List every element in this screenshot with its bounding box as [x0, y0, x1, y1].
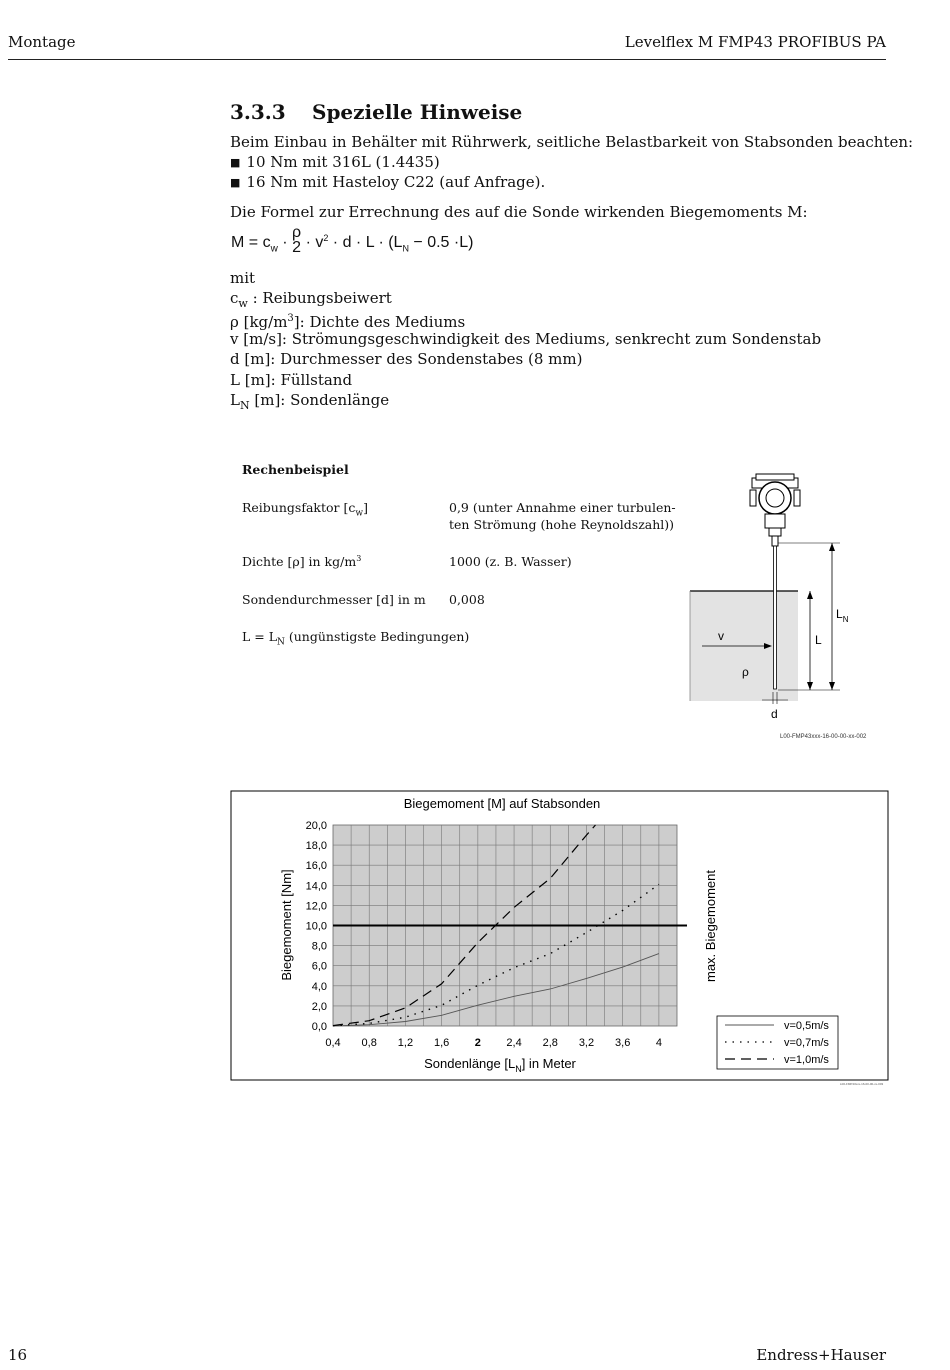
chart-code: L00-FMP43xxx-16-00-00-xx-003 [840, 1082, 884, 1086]
dim-l-label: L [815, 633, 822, 647]
section-heading [230, 100, 522, 124]
label-sub: w [355, 508, 364, 519]
formula-sub: N [402, 243, 409, 254]
x-tick-label: 2 [474, 1037, 481, 1049]
arrow-head [807, 591, 813, 599]
page-number: 16 [8, 1346, 28, 1364]
y-tick-label: 0,0 [311, 1021, 327, 1033]
header-right: Levelflex M FMP43 PROFIBUS PA [624, 33, 886, 51]
figure-code: L00-FMP43xxx-16-00-00-xx-002 [780, 734, 867, 740]
x-tick-label: 0,8 [361, 1037, 377, 1049]
header-rule [8, 59, 886, 60]
label-text: ] [363, 500, 368, 515]
transmitter-head [750, 474, 800, 536]
chart-xlabel: Sondenlänge $[L_N]$ in Meter [424, 1056, 576, 1074]
label-text: L = L [242, 629, 278, 644]
y-tick-label: 20,0 [305, 820, 327, 832]
bending-moment-chart [230, 790, 890, 1090]
legend-label: v=1,0m/s [784, 1054, 829, 1066]
legend-label: v=0,7m/s [784, 1037, 829, 1049]
formula-part: · v [301, 234, 324, 252]
footer-brand: Endress+Hauser [756, 1346, 886, 1364]
label-text: Reibungsfaktor [c [242, 500, 356, 515]
legend-label: v=0,5m/s [784, 1020, 829, 1032]
chart-title: Biegemoment [M] auf Stabsonden [403, 796, 601, 811]
flow-v-label: v [718, 629, 724, 643]
x-tick-label: 1,6 [433, 1037, 450, 1049]
x-tick-label: 0,4 [325, 1037, 341, 1049]
example-value: 0,9 (unter Annahme einer turbulen- [449, 500, 676, 515]
formula-part: M = c [231, 234, 271, 252]
label-text: Dichte [ρ] in kg/m [242, 554, 357, 570]
example-value: ten Strömung (hohe Reynoldszahl)) [449, 517, 675, 532]
chart-right-label: max. Biegemoment [703, 870, 718, 982]
chart-legend [717, 1016, 838, 1069]
plot-area [306, 820, 687, 1049]
x-tick-label: 2,4 [506, 1037, 522, 1049]
symbol-sub: w [238, 297, 248, 310]
symbol: c [230, 289, 239, 307]
x-tick-label: 1,2 [397, 1037, 414, 1049]
dim-ln-label: $L_N$ [836, 607, 849, 624]
formula-part: · d · L · (L [328, 234, 403, 252]
y-tick-label: 10,0 [305, 920, 327, 933]
symbol: ρ [230, 313, 239, 331]
y-tick-label: 16,0 [305, 860, 327, 873]
label-sub: N [277, 637, 285, 648]
d-label: d [771, 707, 778, 721]
formula-sup: 2 [323, 232, 329, 243]
example-label: Sondendurchmesser [d] in m [242, 592, 426, 607]
arrow-head [829, 543, 835, 551]
section-title: Spezielle Hinweise [312, 100, 523, 124]
formula-part: · [277, 234, 293, 252]
bullet-item: ■ 16 Nm mit Hasteloy C22 (auf Anfrage). [230, 172, 545, 194]
definition-text: ]: Dichte des Mediums [293, 313, 466, 331]
formula-two: 2 [292, 239, 302, 256]
y-tick-label: 4,0 [311, 980, 327, 993]
symbol-sup: 3 [287, 313, 294, 324]
example-value: 0,008 [449, 592, 485, 607]
y-tick-label: 18,0 [305, 840, 327, 853]
process-connection [772, 536, 778, 546]
definition-l: L [m]: Füllstand [230, 371, 353, 389]
definition-text: [kg/m [238, 313, 288, 331]
x-tick-label: 3,6 [615, 1037, 631, 1049]
label-text: (ungünstigste Bedingungen) [284, 629, 470, 644]
probe-rod [774, 546, 777, 689]
definition-mit: mit [230, 269, 256, 287]
x-tick-label: 2,8 [542, 1037, 558, 1049]
y-tick-label: 12,0 [305, 900, 327, 913]
formula-sub: w [270, 243, 278, 255]
example-label [242, 554, 361, 569]
y-tick-label: 2,0 [311, 1000, 327, 1013]
label-sup: 3 [356, 554, 362, 563]
symbol: L [230, 391, 240, 409]
arrow-head [829, 682, 835, 690]
intro-text: Beim Einbau in Behälter mit Rührwerk, seitliche Belastbarkeit von Stabsonden beachten: [230, 133, 914, 151]
example-title: Rechenbeispiel [242, 462, 349, 477]
arrow-head [807, 682, 813, 690]
example-label [242, 500, 368, 519]
formula-rho: ρ [292, 224, 302, 241]
definition-ln [230, 390, 389, 416]
probe-diagram [680, 470, 880, 745]
chart-ylabel: Biegemoment [Nm] [279, 869, 294, 981]
example-value: 1000 (z. B. Wasser) [449, 554, 572, 569]
y-tick-label: 6,0 [311, 960, 327, 973]
formula [231, 224, 474, 258]
formula-intro: Die Formel zur Errechnung des auf die Sonde wirkenden Biegemoments M: [230, 203, 808, 221]
y-tick-label: 8,0 [311, 940, 327, 953]
formula-part: − 0.5 ·L) [408, 234, 474, 252]
bullet-item: ■ 10 Nm mit 316L (1.4435) [230, 152, 440, 174]
definition-text: [m]: Sondenlänge [249, 391, 390, 409]
symbol-sub: N [239, 399, 250, 412]
definition-d: d [m]: Durchmesser des Sondenstabes (8 mm) [230, 350, 583, 368]
header-left: Montage [8, 33, 76, 51]
section-number: 3.3.3 [230, 100, 286, 124]
x-tick-label: 4 [655, 1037, 662, 1049]
definition-text: : Reibungsbeiwert [247, 289, 392, 307]
y-tick-label: 14,0 [305, 880, 327, 893]
x-tick-label: 3,2 [578, 1037, 595, 1049]
definition-v: v [m/s]: Strömungsgeschwindigkeit des Mediums, senkrecht zum Sondenstab [230, 330, 822, 348]
rho-label: ρ [742, 665, 749, 679]
example-label [242, 629, 469, 648]
